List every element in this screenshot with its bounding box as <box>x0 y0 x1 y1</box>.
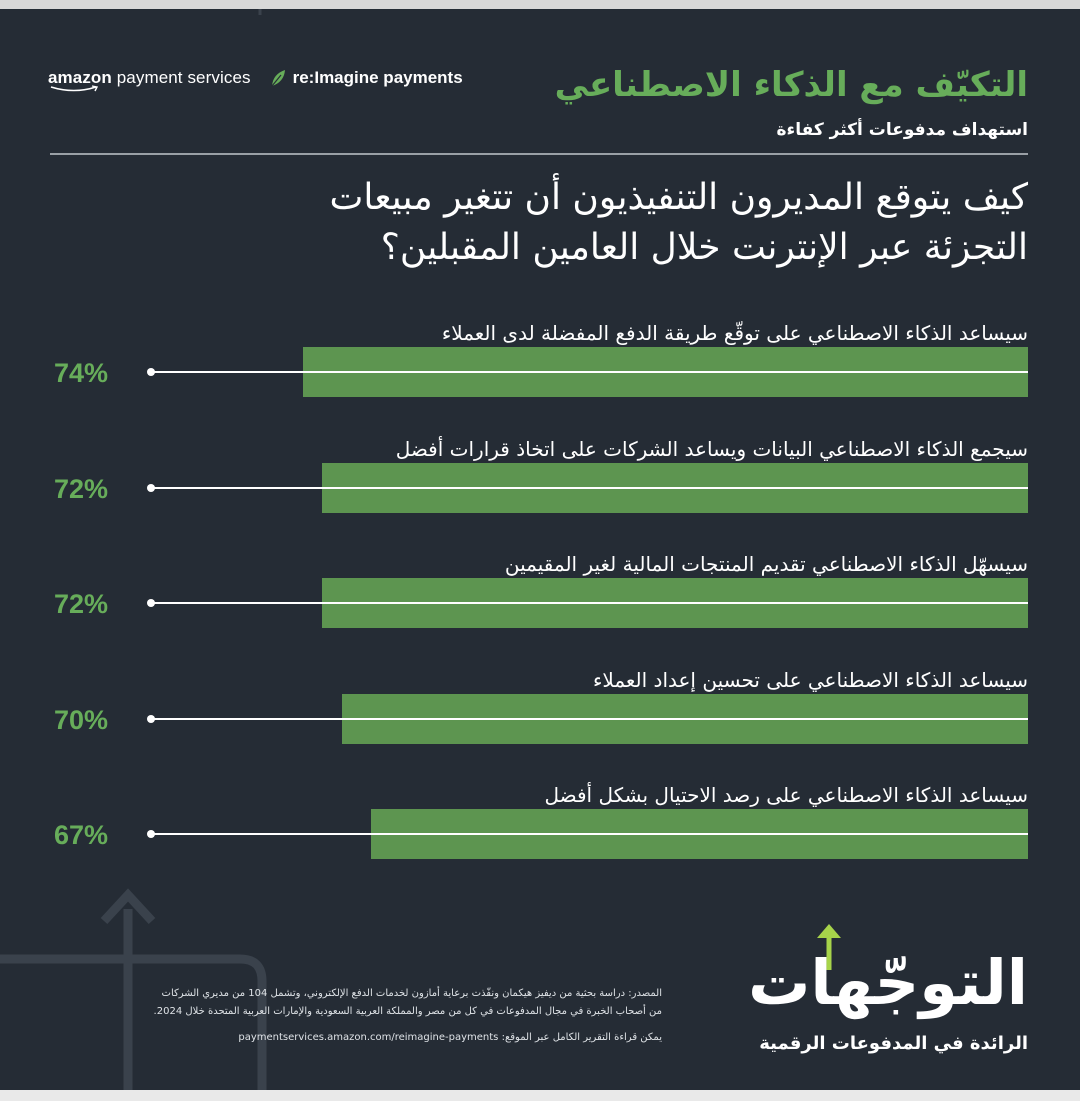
question-line-1: كيف يتوقع المديرون التنفيذيون أن تتغير مبيعات <box>329 177 1028 218</box>
trends-logo-subtitle: الرائدة في المدفوعات الرقمية <box>759 1033 1028 1054</box>
bar-center-line <box>371 833 1028 835</box>
header-divider <box>50 153 1028 155</box>
chart-row <box>0 552 1080 642</box>
trends-logo-word: التوجّهات <box>748 946 1028 1019</box>
bar-category-label: سيجمع الذكاء الاصطناعي البيانات ويساعد الشركات على اتخاذ قرارات أفضل <box>395 436 1028 461</box>
reimagine-payments-logo: re:Imagine payments <box>292 68 463 87</box>
bar-center-line <box>322 602 1028 604</box>
brand-logos <box>48 63 463 93</box>
source-line-2: من أصحاب الخبرة في مجال المدفوعات في كل من مصر والمملكة العربية السعودية والإمارات العربية المتحدة خلال 2024. <box>153 1006 662 1017</box>
bar-value-label: 74% <box>54 358 109 388</box>
reimagine-leaf-icon <box>269 68 287 88</box>
bar-track-dot <box>147 715 155 723</box>
bar-track-dot <box>147 599 155 607</box>
bar-category-label: سيساعد الذكاء الاصطناعي على تحسين إعداد العملاء <box>592 667 1028 692</box>
bar-track-dot <box>147 830 155 838</box>
report-link[interactable]: يمكن قراءة التقرير الكامل عبر الموقع: paymentservices.amazon.com/reimagine-payments <box>238 1032 662 1043</box>
chart-question <box>128 173 1028 273</box>
bar-track-line <box>151 487 322 489</box>
source-note <box>50 985 662 1047</box>
background-decoration <box>0 9 1080 1090</box>
bar-center-line <box>303 371 1028 373</box>
bar-value-label: 72% <box>54 589 109 619</box>
bottom-border <box>0 1090 1080 1101</box>
bar-value-label: 67% <box>54 820 109 850</box>
source-line-1: المصدر: دراسة بحثية من ديفيز هيكمان ونفّذت برعاية أمازون لخدمات الدفع الإلكتروني، وتشمل 104 من مديري الشركات <box>161 988 662 999</box>
amazon-smile-icon <box>50 85 102 93</box>
bar-category-label: سيساعد الذكاء الاصطناعي على توقّع طريقة الدفع المفضلة لدى العملاء <box>441 321 1028 345</box>
amazon-payment-services-logo: amazon payment services <box>48 68 251 88</box>
bar-category-label: سيسهّل الذكاء الاصطناعي تقديم المنتجات المالية لغير المقيمين <box>504 552 1028 576</box>
bar-track-line <box>151 833 371 835</box>
infographic-card <box>0 9 1080 1090</box>
question-line-2: التجزئة عبر الإنترنت خلال العامين المقبلين؟ <box>380 227 1028 268</box>
top-border <box>0 0 1080 9</box>
chart-row <box>0 437 1080 527</box>
chart-row <box>0 783 1080 873</box>
bar-track-dot <box>147 484 155 492</box>
page-title: التكيّف مع الذكاء الاصطناعي <box>554 65 1028 105</box>
bar-track-line <box>151 602 322 604</box>
bar-category-label: سيساعد الذكاء الاصطناعي على رصد الاحتيال بشكل أفضل <box>544 783 1028 807</box>
bar-center-line <box>342 718 1028 720</box>
bar-track-line <box>151 718 342 720</box>
bar-value-label: 72% <box>54 473 109 504</box>
bar-value-label: 70% <box>54 704 109 735</box>
bar-track-dot <box>147 368 155 376</box>
page-subtitle: استهداف مدفوعات أكثر كفاءة <box>776 120 1028 140</box>
chart-row <box>0 668 1080 758</box>
bar-track-line <box>151 371 303 373</box>
chart-row <box>0 321 1080 411</box>
bar-center-line <box>322 487 1028 489</box>
